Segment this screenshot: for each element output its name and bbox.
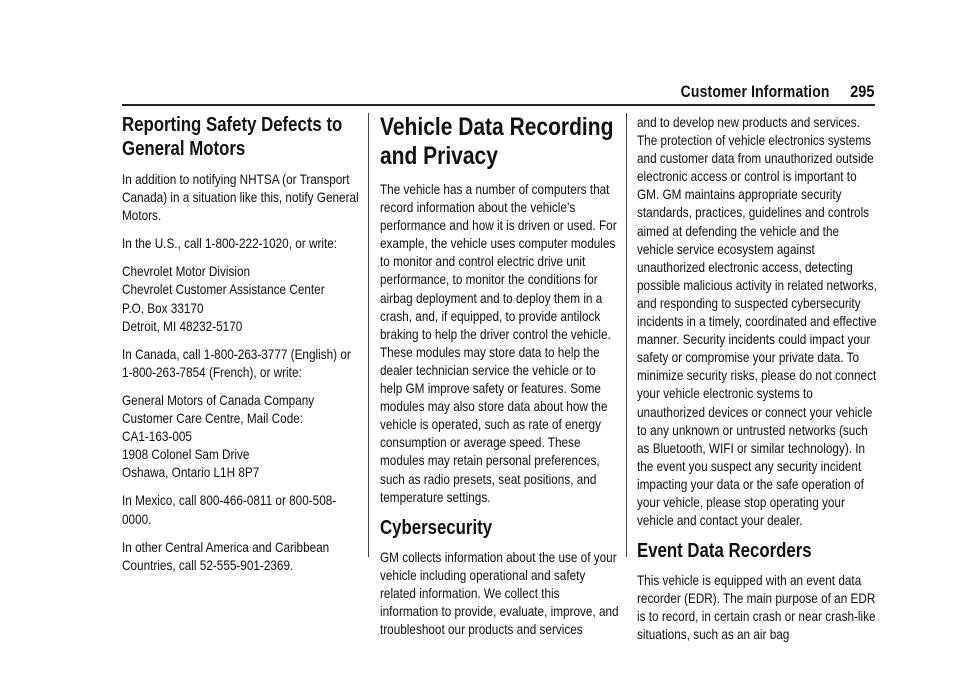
paragraph-protection: and to develop new products and services. The protection of vehicle electronics systems and customer data from unauthorized outside electronic access or control is important to GM. GM maintains appropriate security standards, practices, guidelines and controls aimed at defending the vehicle and the vehicle service ecosystem against unauthorized electronic access, detecting possible malicious activity in related networks, and responding to suspected cybersecurity incidents in a timely, coordinated and effective manner. Security incidents could impact your safety or compromise your private data. To minimize security risks, please do not connect your vehicle electronic systems to unauthorized devices or connect your vehicle to any unknown or untrusted networks (such as Bluetooth, WIFI or similar technology). In the event you suspect any security incident impacting your data or the safe operation of your vehicle, please stop operating your vehicle and contact your dealer. [637,114,877,529]
paragraph-caribbean-call: In other Central America and Caribbean Countries, call 52-555-901-2369. [122,538,330,573]
heading-cybersecurity: Cybersecurity [380,516,493,539]
heading-event-data-recorders: Event Data Recorders [637,540,812,563]
column-divider [368,113,369,557]
column-cybersecurity-edr [637,113,877,654]
header-rule [122,104,875,106]
page-header [0,82,960,104]
address-canada: General Motors of Canada Company Customer Care Centre, Mail Code: CA1-163-005 1908 Colonel Sam Drive Oshawa, Ontario L1H 8P7 [122,391,315,481]
address-us: Chevrolet Motor Division Chevrolet Customer Assistance Center P.O. Box 33170 Detroit, MI 48232-5170 [122,263,325,334]
paragraph-edr: This vehicle is equipped with an event data recorder (EDR). The main purpose of an EDR is to record, in certain crash or near crash-like situations, such as an air bag [637,572,876,643]
heading-vehicle-data-privacy: Vehicle Data Recording and Privacy [380,113,614,170]
column-vehicle-data [380,113,620,648]
paragraph-us-call: In the U.S., call 1-800-222-1020, or write: [122,235,338,252]
paragraph-mexico-call: In Mexico, call 800-466-0811 or 800-508-0000. [122,492,337,527]
page-number: 295 [849,82,874,101]
paragraph-gm-collects: GM collects information about the use of your vehicle including operational and safety related information. We collect this information to provide, evaluate, improve, and troubleshoot our products and services [380,548,619,638]
section-title: Customer Information [681,82,830,101]
paragraph-vehicle-computers: The vehicle has a number of computers that record information about the vehicle’s performance and how it is driven or used. For example, the vehicle uses computer modules to monitor and control electric drive unit performance, to monitor the conditions for airbag deployment and to deploy them in a crash, and, if equipped, to provide antilock braking to help the driver control the vehicle. These modules may store data to help the dealer technician service the vehicle or to help GM improve safety or features. Some modules may also store data about how the vehicle is operated, such as rate of energy consumption or average speed. These modules may retain personal preferences, such as radio presets, seat positions, and temperature settings. [380,181,617,505]
paragraph-canada-call: In Canada, call 1-800-263-3777 (English) or 1-800-263-7854 (French), or write: [122,345,351,380]
heading-reporting-defects: Reporting Safety Defects to General Motors [122,114,343,160]
column-reporting-defects [122,113,362,584]
paragraph-notify: In addition to notifying NHTSA (or Transport Canada) in a situation like this, notify General Motors. [122,171,359,224]
column-divider [626,113,627,557]
